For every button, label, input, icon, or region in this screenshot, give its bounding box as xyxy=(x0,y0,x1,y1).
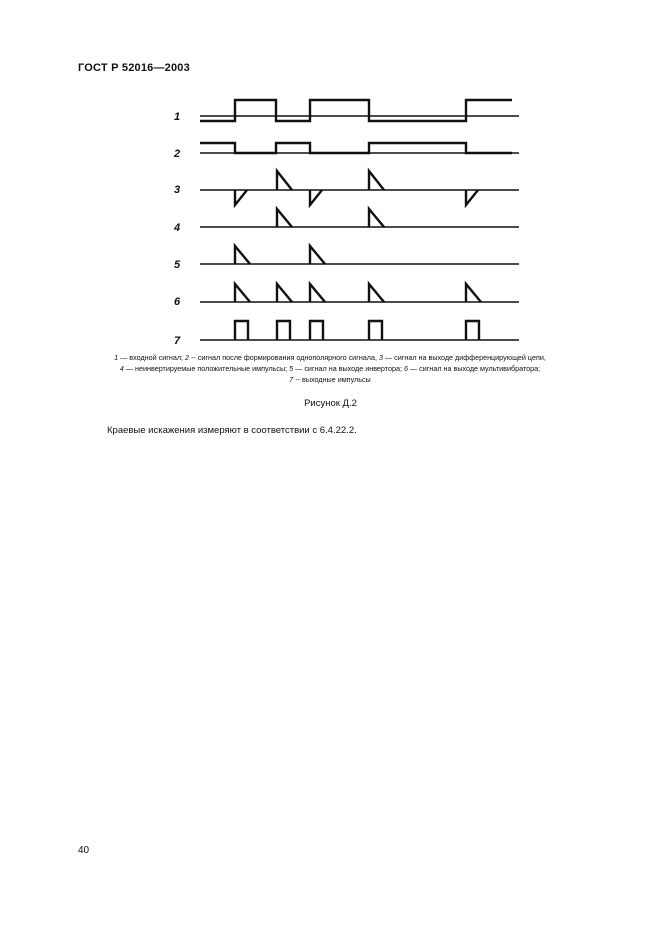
signal-1-input xyxy=(200,100,512,121)
row-label-5: 5 xyxy=(174,259,181,271)
legend-text: -- выходные импульсы xyxy=(293,375,371,384)
signal-7-pulses xyxy=(235,321,479,340)
row-label-3: 3 xyxy=(174,184,181,196)
signal-4-pulses xyxy=(277,209,384,227)
legend-num: 4 xyxy=(119,364,124,373)
legend-text: — входной сигнал; xyxy=(118,353,186,362)
row-label-4: 4 xyxy=(174,222,181,234)
signal-3-pulses xyxy=(235,171,478,205)
row-label-2: 2 xyxy=(174,148,181,160)
signal-6-pulses xyxy=(235,284,481,302)
row-label-1: 1 xyxy=(174,111,181,123)
legend-text: — сигнал на выходе мультивибратора; xyxy=(407,364,541,373)
signal-2-unipolar xyxy=(200,143,512,153)
row-label-7: 7 xyxy=(174,335,181,347)
legend-num: 7 xyxy=(289,375,294,384)
legend-num: 5 xyxy=(289,364,294,373)
legend-num: 1 xyxy=(114,353,119,362)
figure-title: Рисунок Д.2 xyxy=(304,398,357,409)
legend-num: 2 xyxy=(185,353,190,362)
figure-legend-line-2 xyxy=(60,363,600,374)
legend-text: — сигнал на выходе инвертора; xyxy=(293,364,404,373)
body-paragraph: Краевые искажения измеряют в соответствии с 6.4.22.2. xyxy=(107,425,357,436)
legend-text: -- сигнал после формирования однополярного сигнала, xyxy=(189,353,379,362)
row-label-6: 6 xyxy=(174,296,181,308)
figure-legend-line-3 xyxy=(60,374,600,385)
document-header: ГОСТ Р 52016—2003 xyxy=(78,62,190,74)
signal-5-pulses xyxy=(235,246,325,264)
page-number: 40 xyxy=(78,845,90,856)
legend-text: — неинвертируемые положительные импульсы; xyxy=(123,364,290,373)
legend-text: — сигнал на выходе дифференцирующей цепи, xyxy=(382,353,546,362)
legend-num: 6 xyxy=(403,364,408,373)
legend-num: 3 xyxy=(378,353,383,362)
timing-diagram xyxy=(0,0,661,350)
figure-legend-line-1 xyxy=(60,352,600,363)
